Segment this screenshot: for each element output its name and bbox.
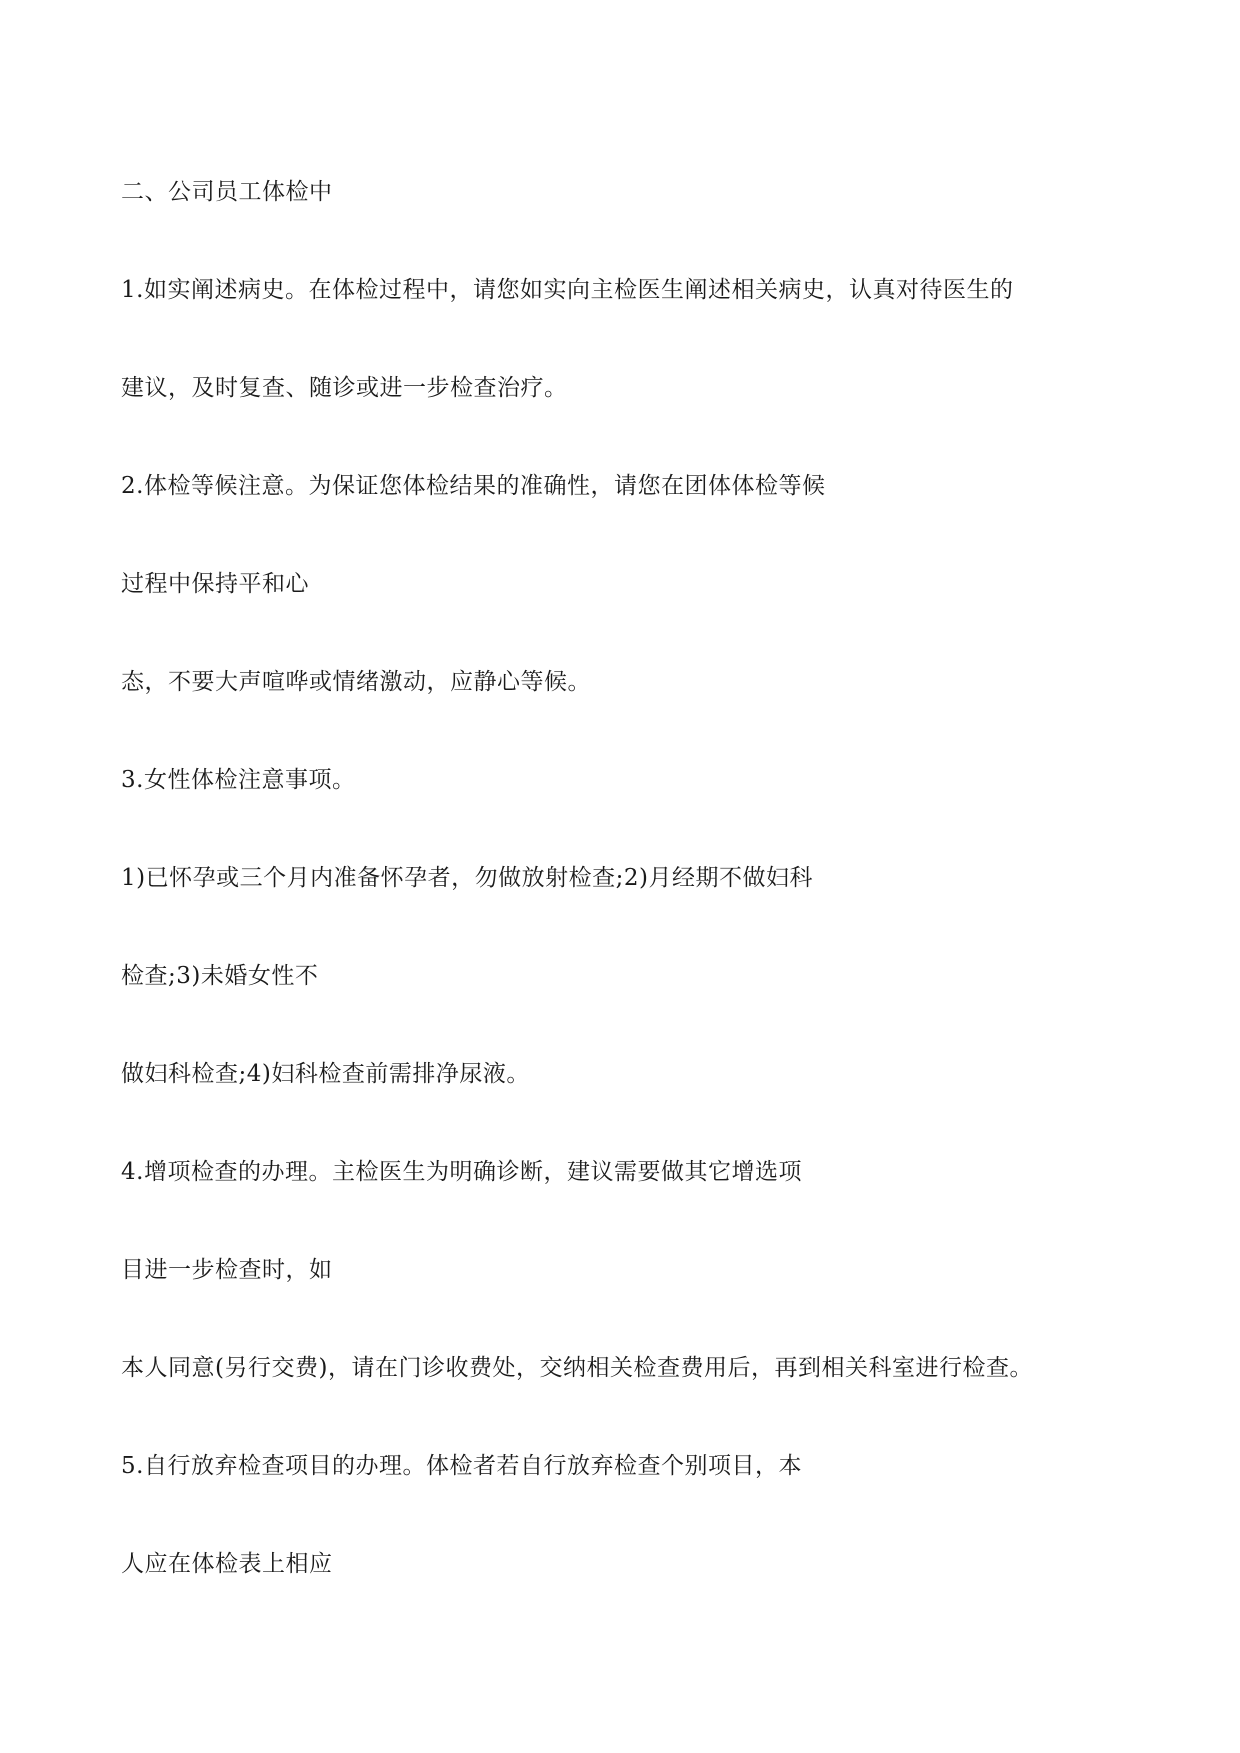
paragraph-line-11: 目进一步检查时，如 bbox=[121, 1257, 333, 1283]
paragraph-line-2: 建议，及时复查、随诊或进一步检查治疗。 bbox=[121, 375, 568, 401]
paragraph-line-10: 4.增项检查的办理。主检医生为明确诊断，建议需要做其它增选项 bbox=[121, 1159, 802, 1185]
paragraph-line-7: 1)已怀孕或三个月内准备怀孕者，勿做放射检查;2)月经期不做妇科 bbox=[121, 865, 813, 891]
paragraph-line-5: 态，不要大声喧哗或情绪激动，应静心等候。 bbox=[121, 669, 591, 695]
paragraph-line-1: 1.如实阐述病史。在体检过程中，请您如实向主检医生阐述相关病史，认真对待医生的 bbox=[121, 277, 1014, 303]
paragraph-line-9: 做妇科检查;4)妇科检查前需排净尿液。 bbox=[121, 1061, 530, 1087]
paragraph-line-4: 过程中保持平和心 bbox=[121, 571, 309, 597]
paragraph-line-3: 2.体检等候注意。为保证您体检结果的准确性，请您在团体体检等候 bbox=[121, 473, 826, 499]
paragraph-line-8: 检查;3)未婚女性不 bbox=[121, 963, 319, 989]
paragraph-line-12: 本人同意(另行交费)，请在门诊收费处，交纳相关检查费用后，再到相关科室进行检查。 bbox=[121, 1355, 1033, 1381]
section-heading: 二、公司员工体检中 bbox=[121, 179, 333, 205]
paragraph-line-13: 5.自行放弃检查项目的办理。体检者若自行放弃检查个别项目，本 bbox=[121, 1453, 802, 1479]
paragraph-line-14: 人应在体检表上相应 bbox=[121, 1551, 333, 1577]
paragraph-line-6: 3.女性体检注意事项。 bbox=[121, 767, 356, 793]
